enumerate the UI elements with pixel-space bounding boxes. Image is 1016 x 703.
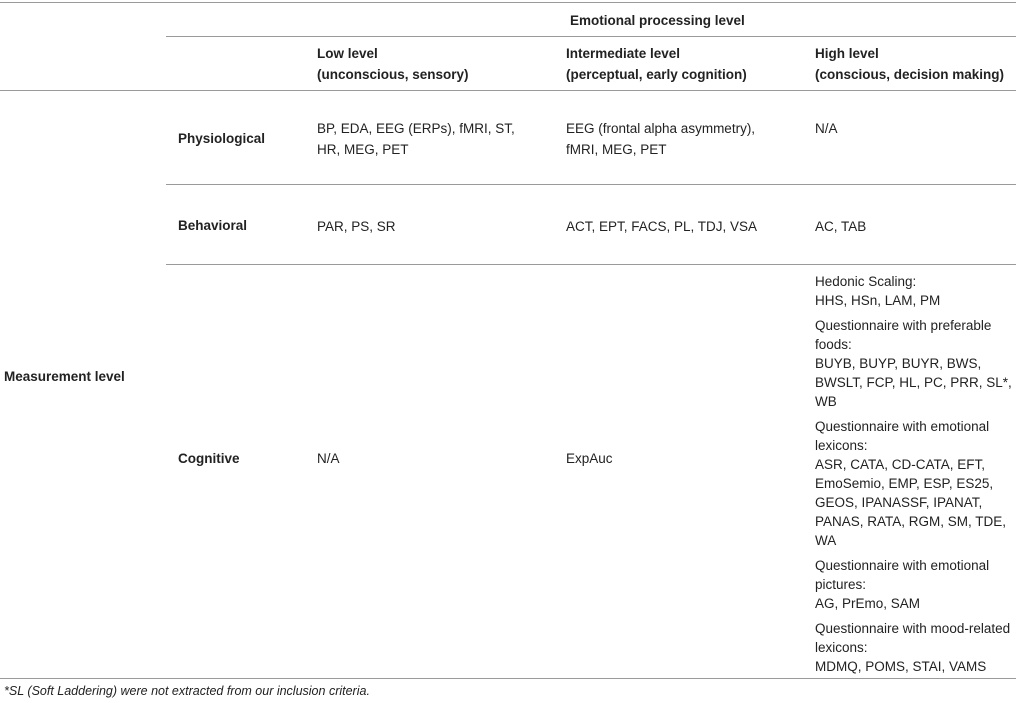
header-intermediate-level: [566, 43, 747, 85]
physiological-intermediate-line2: fMRI, MEG, PET: [566, 142, 667, 157]
cognitive-intermediate-cell: ExpAuc: [566, 451, 613, 466]
cognitive-low-cell: N/A: [317, 451, 340, 466]
cognitive-high-group-emotional-lexicons: [815, 417, 1012, 550]
cognitive-high-line: PANAS, RATA, RGM, SM, TDE,: [815, 514, 1007, 529]
cognitive-high-line: ASR, CATA, CD-CATA, EFT,: [815, 457, 986, 472]
header-intermediate-line2: (perceptual, early cognition): [566, 67, 747, 82]
cognitive-high-line: Questionnaire with mood-related: [815, 621, 1011, 636]
header-intermediate-line1: Intermediate level: [566, 46, 681, 61]
cognitive-high-line: EmoSemio, EMP, ESP, ES25,: [815, 476, 994, 491]
rule-under-group-header: [166, 36, 1016, 37]
cognitive-high-line: GEOS, IPANASSF, IPANAT,: [815, 495, 983, 510]
rule-under-header: [0, 90, 1016, 91]
cognitive-high-line: MDMQ, POMS, STAI, VAMS: [815, 659, 987, 674]
physiological-intermediate-cell: [566, 118, 755, 160]
cognitive-high-line: BUYB, BUYP, BUYR, BWS,: [815, 356, 982, 371]
cognitive-high-line: WB: [815, 394, 837, 409]
cognitive-high-line: BWSLT, FCP, HL, PC, PRR, SL*,: [815, 375, 1012, 390]
row-label-behavioral: Behavioral: [178, 218, 248, 233]
header-group-title: Emotional processing level: [570, 13, 745, 28]
header-high-line1: High level: [815, 46, 879, 61]
behavioral-high-cell: AC, TAB: [815, 219, 867, 234]
header-high-line2: (conscious, decision making): [815, 67, 1005, 82]
cognitive-high-line: Hedonic Scaling:: [815, 274, 917, 289]
cognitive-high-line: Questionnaire with emotional: [815, 419, 990, 434]
rule-after-behavioral: [166, 264, 1016, 265]
cognitive-high-cell: [815, 272, 1012, 682]
physiological-low-line2: HR, MEG, PET: [317, 142, 409, 157]
cognitive-high-line: foods:: [815, 337, 852, 352]
cognitive-high-line: Questionnaire with emotional: [815, 558, 990, 573]
physiological-low-cell: [317, 118, 515, 160]
header-low-level: [317, 43, 469, 85]
cognitive-high-group-hedonic: [815, 272, 1012, 310]
cognitive-high-group-foods: [815, 316, 1012, 411]
row-label-cognitive: Cognitive: [178, 451, 240, 466]
physiological-high-cell: N/A: [815, 121, 838, 136]
header-high-level: [815, 43, 1004, 85]
cognitive-high-line: lexicons:: [815, 438, 868, 453]
behavioral-intermediate-cell: ACT, EPT, FACS, PL, TDJ, VSA: [566, 219, 758, 234]
cognitive-high-line: HHS, HSn, LAM, PM: [815, 293, 941, 308]
cognitive-high-line: AG, PrEmo, SAM: [815, 596, 921, 611]
cognitive-high-line: WA: [815, 533, 837, 548]
row-group-label: Measurement level: [4, 369, 125, 384]
header-low-line2: (unconscious, sensory): [317, 67, 469, 82]
cognitive-high-group-mood-lexicons: [815, 619, 1012, 676]
rule-top: [0, 2, 1016, 3]
cognitive-high-line: Questionnaire with preferable: [815, 318, 992, 333]
header-low-line1: Low level: [317, 46, 378, 61]
cognitive-high-line: pictures:: [815, 577, 867, 592]
physiological-intermediate-line1: EEG (frontal alpha asymmetry),: [566, 121, 756, 136]
table-footnote: *SL (Soft Laddering) were not extracted from our inclusion criteria.: [4, 684, 370, 698]
cognitive-high-line: lexicons:: [815, 640, 868, 655]
physiological-low-line1: BP, EDA, EEG (ERPs), fMRI, ST,: [317, 121, 515, 136]
cognitive-high-group-emotional-pictures: [815, 556, 1012, 613]
rule-after-physiological: [166, 184, 1016, 185]
row-label-physiological: Physiological: [178, 131, 266, 146]
behavioral-low-cell: PAR, PS, SR: [317, 219, 396, 234]
